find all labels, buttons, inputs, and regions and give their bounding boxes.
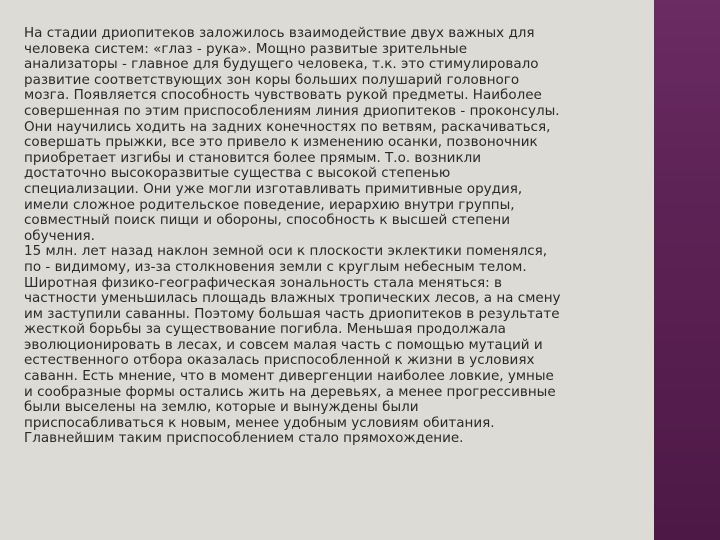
text-line: частности уменьшилась площадь влажных тропических лесов, а на смену: [24, 290, 561, 307]
text-line: На стадии дриопитеков заложилось взаимодействие двух важных для: [24, 25, 535, 41]
paragraph-2: [24, 244, 656, 447]
text-line: Главнейшим таким приспособлением стало прямохождение.: [24, 430, 464, 447]
text-line: развитие соответствующих зон коры больших полушарий головного: [24, 71, 520, 88]
text-line: достаточно высокоразвитые существа с высокой степенью: [24, 165, 451, 182]
text-line: саванн. Есть мнение, что в момент дивергенции наиболее ловкие, умные: [24, 368, 554, 385]
text-line: по - видимому, из-за столкновения земли с круглым небесным телом.: [24, 258, 527, 275]
text-line: совершать прыжки, все это привело к изменению осанки, позвоночник: [24, 134, 538, 151]
text-line: приобретает изгибы и становится более прямым. Т.о. возникли: [24, 149, 482, 166]
text-line: мозга. Появляется способность чувствовать рукой предметы. Наиболее: [24, 87, 542, 104]
text-body: [24, 26, 656, 447]
text-line: им заступили саванны. Поэтому большая часть дриопитеков в результате: [24, 305, 560, 322]
text-line: жесткой борьбы за существование погибла. Меньшая продолжала: [24, 321, 506, 338]
text-line: совершенная по этим приспособлениям линия дриопитеков - проконсулы.: [24, 102, 560, 119]
text-line: эволюционировать в лесах, и совсем малая часть с помощью мутаций и: [24, 336, 543, 353]
text-line: человека систем: «глаз - рука». Мощно развитые зрительные: [24, 40, 468, 57]
text-line: приспосабливаться к новым, менее удобным условиям обитания.: [24, 414, 495, 431]
text-line: специализации. Они уже могли изготавливать примитивные орудия,: [24, 180, 523, 197]
text-line: имели сложное родительское поведение, иерархию внутри группы,: [24, 196, 515, 213]
text-line: совместный поиск пищи и обороны, способность к высшей степени: [24, 212, 510, 229]
paragraph-1: [24, 26, 656, 244]
text-line: и сообразные формы остались жить на деревьях, а менее прогрессивные: [24, 383, 556, 400]
accent-sidebar: [654, 0, 720, 540]
text-line: обучения.: [24, 227, 95, 244]
text-line: анализаторы - главное для будущего человека, т.к. это стимулировало: [24, 56, 539, 73]
text-line: естественного отбора оказалась приспособленной к жизни в условиях: [24, 352, 535, 369]
text-line: 15 млн. лет назад наклон земной оси к плоскости эклектики поменялся,: [24, 243, 548, 260]
text-line: Широтная физико-географическая зональность стала меняться: в: [24, 274, 502, 291]
text-line: были выселены на землю, которые и вынуждены были: [24, 399, 419, 416]
text-line: Они научились ходить на задних конечностях по ветвям, раскачиваться,: [24, 118, 551, 135]
